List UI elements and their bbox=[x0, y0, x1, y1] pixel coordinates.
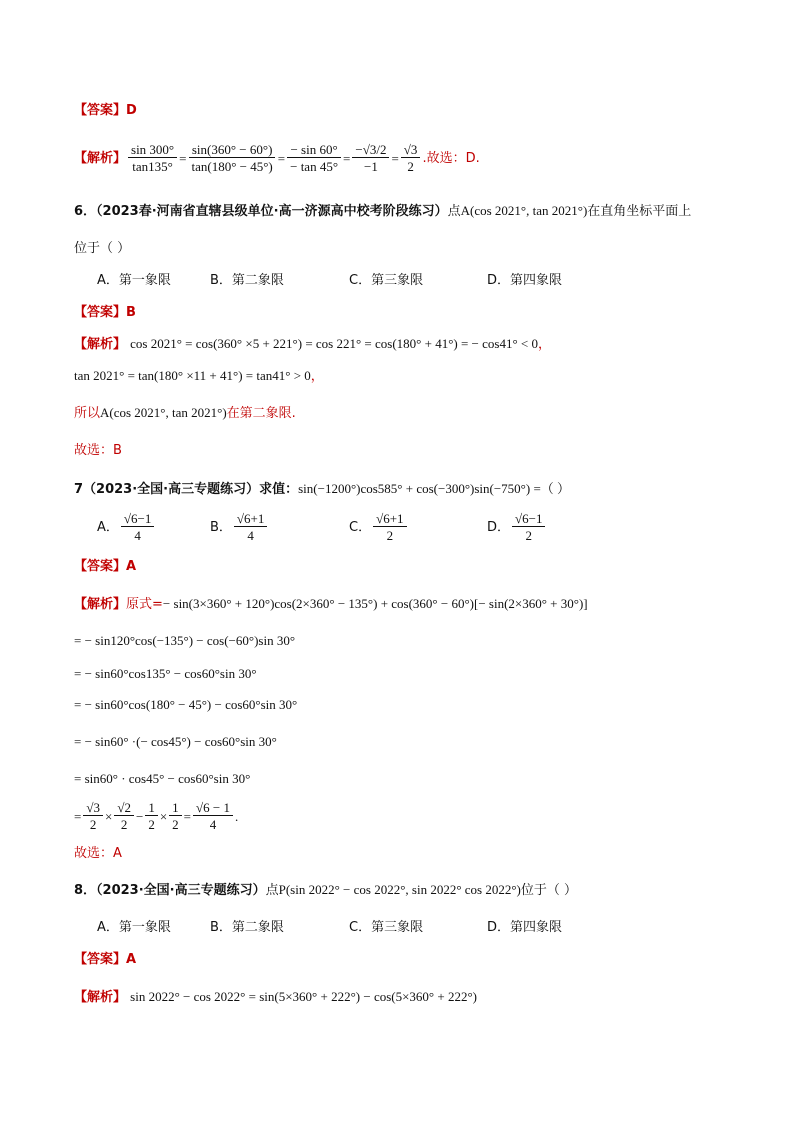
q6-option-a: A．第一象限 bbox=[97, 273, 171, 288]
q8-number: 8． bbox=[74, 883, 97, 898]
q6-line-1: cos 2021° = cos(360° ×5 + 221°) = cos 221° = cos(180° + 41°) = − cos41° < 0 bbox=[130, 336, 538, 351]
q7-option-b: B． $\frac{√6+1}{4}$ bbox=[210, 512, 269, 542]
q6-answer-row bbox=[74, 306, 136, 319]
q5-frac-1: $\frac{\sin 300^\circ}{\tan 135^\circ}$ bbox=[128, 143, 177, 173]
q7-line-6: = sin60° · cos45° − cos60°sin 30° bbox=[74, 771, 251, 786]
q6-line-3-b: 在第二象限. bbox=[226, 406, 296, 421]
q8-stem-a: 点 bbox=[265, 883, 279, 898]
q7-answer-row bbox=[74, 560, 136, 573]
q7-l1-prefix: 原式= bbox=[126, 597, 163, 612]
q7-conclusion: 故选：A bbox=[74, 846, 122, 861]
q7-number: 7 bbox=[74, 482, 84, 497]
q6-number: 6． bbox=[74, 204, 97, 219]
q8-line-1: sin 2022° − cos 2022° = sin(5×360° + 222°) − cos(5×360° + 222°) bbox=[130, 989, 477, 1004]
q5-conclusion: .故选：D. bbox=[422, 150, 480, 166]
q5-frac-3: $\frac{- \sin 60^\circ}{- \tan 45^\circ}$ bbox=[287, 143, 341, 173]
q7-line-2: = − sin120°cos(−135°) − cos(−60°)sin 30° bbox=[74, 633, 296, 648]
answer-tag: 【答案】 bbox=[74, 305, 127, 320]
q6-stem-b: 在直角坐标平面上 bbox=[587, 204, 692, 219]
q7-line-4: = − sin60°cos(180° − 45°) − cos60°sin 30° bbox=[74, 697, 298, 712]
q7-l1: − sin(3×360° + 120°)cos(2×360° − 135°) + cos(360° − 60°)[− sin(2×360° + 30°)] bbox=[162, 596, 588, 611]
q6-option-b: B．第二象限 bbox=[210, 273, 284, 288]
q6-line-3-point: A(cos 2021°, tan 2021°) bbox=[100, 405, 227, 420]
q6-stem-a: 点 bbox=[447, 204, 461, 219]
q5-frac-2: $\frac{\sin(360^\circ - 60^\circ)}{\tan(180^\circ - 45^\circ)}$ bbox=[188, 143, 275, 173]
analysis-tag: 【解析】 bbox=[74, 597, 127, 612]
q6-line-3-a: 所以 bbox=[74, 406, 101, 421]
q6-answer: B bbox=[126, 305, 136, 320]
q8-answer-row bbox=[74, 953, 136, 966]
q6-conclusion: 故选：B bbox=[74, 443, 122, 458]
q6-stem-c: 位于（ ） bbox=[74, 241, 131, 256]
q7-analysis-line-1 bbox=[74, 597, 588, 611]
q8-option-d: D．第四象限 bbox=[487, 920, 563, 935]
q8-option-b: B．第二象限 bbox=[210, 920, 284, 935]
q8-option-c: C．第三象限 bbox=[349, 920, 424, 935]
q5-frac-4: $\frac{-√3/2}{-1}$ bbox=[352, 143, 389, 173]
q6-analysis-line-3 bbox=[74, 406, 296, 420]
analysis-tag: 【解析】 bbox=[74, 990, 127, 1005]
q7-stem bbox=[74, 482, 570, 496]
q5-analysis-row: 【解析】 $\frac{\sin 300^\circ}{\tan 135^\circ}$ = $\frac{\sin(360^\circ - 60^\circ)}{\tan(180^\circ - 45^\circ)}$ = $\frac{- \sin 60^\circ}{- \tan 45^\circ}$ = $\frac{-√3/2}{-1}$ = $\frac{√3}{2}$ .故选：D. bbox=[74, 142, 480, 174]
q7-line-5: = − sin60° ·(− cos45°) − cos60°sin 30° bbox=[74, 734, 277, 749]
q8-source: （2023·全国·高三专题练习） bbox=[96, 883, 266, 898]
q5-answer: D bbox=[126, 103, 137, 118]
q5-answer-row bbox=[74, 104, 137, 117]
q6-source: （2023春·河南省直辖县级单位·高一济源高中校考阶段练习） bbox=[96, 204, 448, 219]
q7-option-d: D． $\frac{√6-1}{2}$ bbox=[487, 512, 547, 542]
q8-point: P(sin 2022° − cos 2022°, sin 2022° cos 2022°) bbox=[278, 882, 521, 897]
q7-option-a: A． $\frac{√6-1}{4}$ bbox=[97, 512, 156, 542]
q8-option-a: A．第一象限 bbox=[97, 920, 171, 935]
q7-line-7: = $\frac{√3}{2}$ × $\frac{√2}{2}$ − $\frac{1}{2}$ × $\frac{1}{2}$ = $\frac{√6 - 1}{4}$ . bbox=[74, 800, 239, 832]
q8-stem-b: 位于（ ） bbox=[520, 883, 578, 898]
analysis-tag: 【解析】 bbox=[74, 150, 127, 166]
q6-stem bbox=[74, 204, 691, 218]
q6-option-c: C．第三象限 bbox=[349, 273, 424, 288]
q6-point: A(cos 2021°, tan 2021°) bbox=[460, 203, 588, 218]
q8-analysis-line-1 bbox=[74, 990, 477, 1004]
answer-tag: 【答案】 bbox=[74, 559, 127, 574]
q7-answer: A bbox=[126, 559, 137, 574]
answer-tag: 【答案】 bbox=[74, 952, 127, 967]
q5-frac-5: $\frac{√3}{2}$ bbox=[401, 143, 421, 173]
analysis-tag: 【解析】 bbox=[74, 337, 127, 352]
answer-tag: 【答案】 bbox=[74, 103, 127, 118]
q8-answer: A bbox=[126, 952, 137, 967]
q8-stem bbox=[74, 883, 577, 897]
q6-line-2: tan 2021° = tan(180° ×11 + 41°) = tan41° > 0 bbox=[74, 368, 311, 383]
q6-option-d: D．第四象限 bbox=[487, 273, 563, 288]
q6-analysis-line-1: 【解析】 cos 2021° = cos(360° ×5 + 221°) = cos 221° = cos(180° + 41°) = − cos41° < 0， bbox=[74, 336, 552, 352]
q7-line-3: = − sin60°cos135° − cos60°sin 30° bbox=[74, 666, 257, 681]
q7-option-c: C． $\frac{√6+1}{2}$ bbox=[349, 512, 409, 542]
q6-analysis-line-2: tan 2021° = tan(180° ×11 + 41°) = tan41° > 0， bbox=[74, 368, 324, 383]
q7-source: （2023·全国·高三专题练习）求值： bbox=[83, 482, 299, 497]
q7-expr: sin(−1200°)cos585° + cos(−300°)sin(−750°) =（ ） bbox=[298, 481, 571, 496]
